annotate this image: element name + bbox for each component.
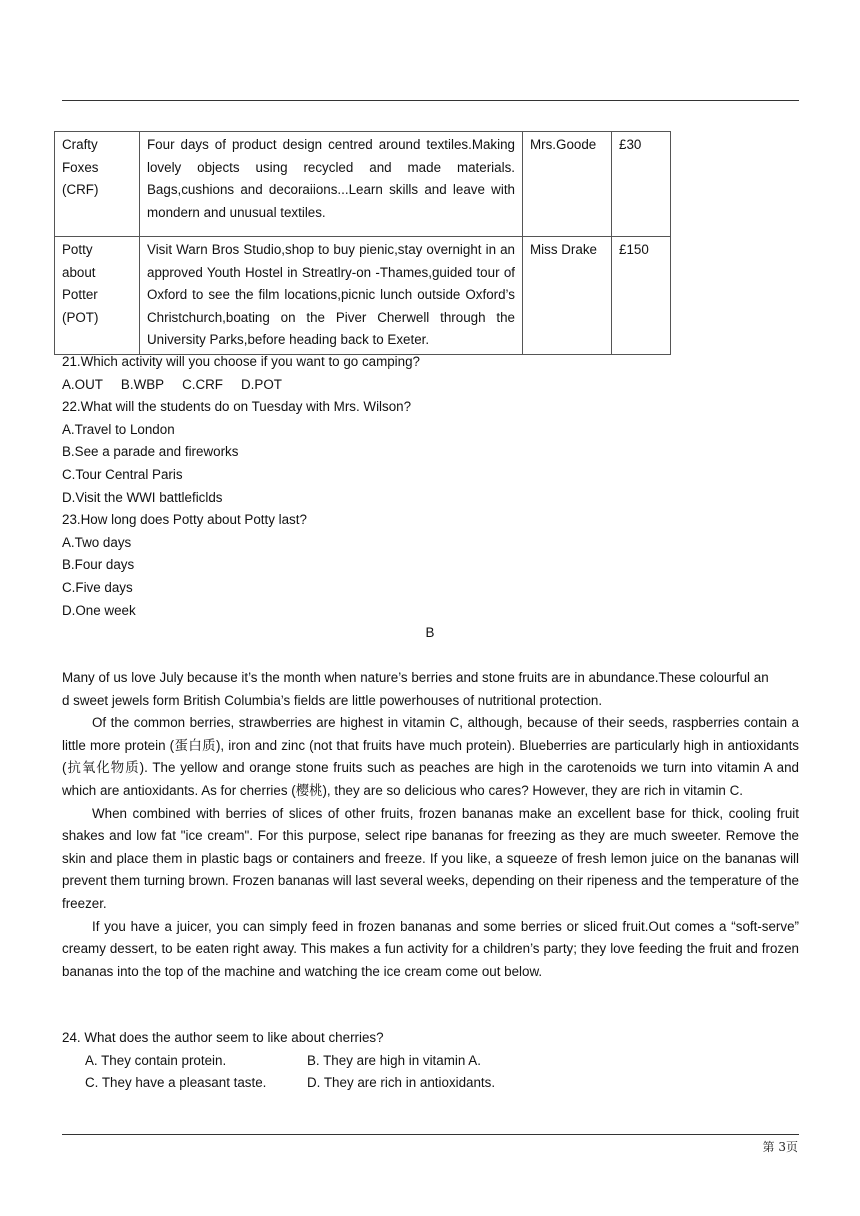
- activity-name-cell: [55, 132, 140, 237]
- question-21-stem: 21.Which activity will you choose if you want to go camping?: [62, 354, 421, 369]
- page-number: 第 3页: [762, 1140, 798, 1154]
- question-23-stem: 23.How long does Potty about Potty last?: [62, 512, 307, 528]
- header-rule: [62, 100, 799, 101]
- activity-name-cell: [55, 237, 140, 355]
- activities-table: [54, 131, 671, 355]
- table-row: [55, 132, 671, 237]
- option-d: D.Visit the WWI battleficlds: [62, 489, 223, 505]
- option-b: B.Four days: [62, 557, 135, 573]
- reading-passage: [62, 667, 799, 983]
- activity-price: £30: [612, 132, 671, 237]
- option-c: C.Five days: [62, 579, 133, 595]
- option-b: B.See a parade and fireworks: [62, 444, 239, 460]
- activity-description: Visit Warn Bros Studio,shop to buy pienic,stay overnight in an approved Youth Hostel in Streatlry-on -Thames,guided tour of Oxford to see the film locations,picnic lunch outside Oxford’s Christchurch,boating on the Piver Cherwell through the University Parks,before heading back to Exeter.: [140, 237, 523, 355]
- question-21-options: [62, 374, 799, 397]
- option-c: C.Tour Central Paris: [62, 466, 183, 482]
- activity-name-line: (CRF): [62, 182, 99, 198]
- section-heading: B: [425, 625, 435, 640]
- activity-name-line: Potty: [62, 242, 93, 257]
- questions-21-23: [62, 351, 799, 622]
- activity-name-line: about: [62, 264, 96, 280]
- option-c: C.CRF: [182, 376, 223, 392]
- option-d: D. They are rich in antioxidants.: [307, 1075, 496, 1091]
- paragraph-1-line-2: d sweet jewels form British Columbia’s fields are little powerhouses of nutritional protection.: [62, 692, 603, 708]
- question-24-options-row: [62, 1050, 799, 1073]
- table-row: [55, 237, 671, 355]
- activity-price: £150: [612, 237, 671, 355]
- question-24-options-row: [62, 1072, 799, 1095]
- option-d: D.One week: [62, 602, 136, 618]
- activity-name-line: (POT): [62, 309, 99, 325]
- paragraph-3: When combined with berries of slices of other fruits, frozen bananas make an excellent base for thick, cooling fruit shakes and low fat "ice cream". For this purpose, select ripe bananas for freezing as they are much sweeter. Remove the skin and place them in plastic bags or containers and freeze. If you like, a squeeze of fresh lemon juice on the bananas will prevent them turning brown. Frozen bananas will last several weeks, depending on their ripeness and the temperature of the freezer.: [62, 805, 799, 911]
- activity-description: Four days of product design centred around textiles.Making lovely objects using recycled and made materials. Bags,cushions and decoraiions...Learn skills and leave with mondern and unusual textiles.: [140, 132, 523, 237]
- option-b: B. They are high in vitamin A.: [307, 1052, 481, 1068]
- activity-name-line: Foxes: [62, 159, 99, 175]
- option-a: A.Two days: [62, 534, 132, 550]
- paragraph-1-line-1: Many of us love July because it’s the month when nature’s berries and stone fruits are in abundance.These colourful an: [62, 670, 769, 685]
- option-a: A. They contain protein.: [85, 1052, 227, 1068]
- question-24-stem: 24. What does the author seem to like about cherries?: [62, 1030, 384, 1045]
- footer-rule: [62, 1134, 799, 1135]
- paragraph-4: If you have a juicer, you can simply feed in frozen bananas and some berries or sliced fruit.Out comes a “soft-serve” creamy dessert, to be eaten right away. This makes a fun activity for a children’s party; they love feeding the fruit and frozen bananas into the top of the machine and watching the ice cream come out below.: [62, 918, 799, 979]
- option-c: C. They have a pleasant taste.: [85, 1075, 267, 1091]
- paragraph-2: Of the common berries, strawberries are highest in vitamin C, although, because of their seeds, raspberries contain a little more protein (蛋白质), iron and zinc (not that fruits have much protein). Blueberries are particularly high in antioxidants (抗氧化物质). The yellow and orange stone fruits such as peaches are high in the carotenoids we turn into vitamin A and which are antioxidants. As for cherries (樱桃), they are so delicious who cares? However, they are rich in vitamin C.: [62, 715, 799, 798]
- activity-name-line: Potter: [62, 287, 98, 303]
- activity-teacher: Miss Drake: [523, 237, 612, 355]
- question-22-stem: 22.What will the students do on Tuesday with Mrs. Wilson?: [62, 399, 412, 415]
- activity-name-line: Crafty: [62, 137, 98, 152]
- activity-teacher: Mrs.Goode: [523, 132, 612, 237]
- option-d: D.POT: [241, 376, 282, 392]
- option-a: A.Travel to London: [62, 421, 175, 437]
- option-b: B.WBP: [120, 376, 165, 392]
- option-a: A.OUT: [62, 376, 103, 392]
- question-24: [62, 1027, 799, 1095]
